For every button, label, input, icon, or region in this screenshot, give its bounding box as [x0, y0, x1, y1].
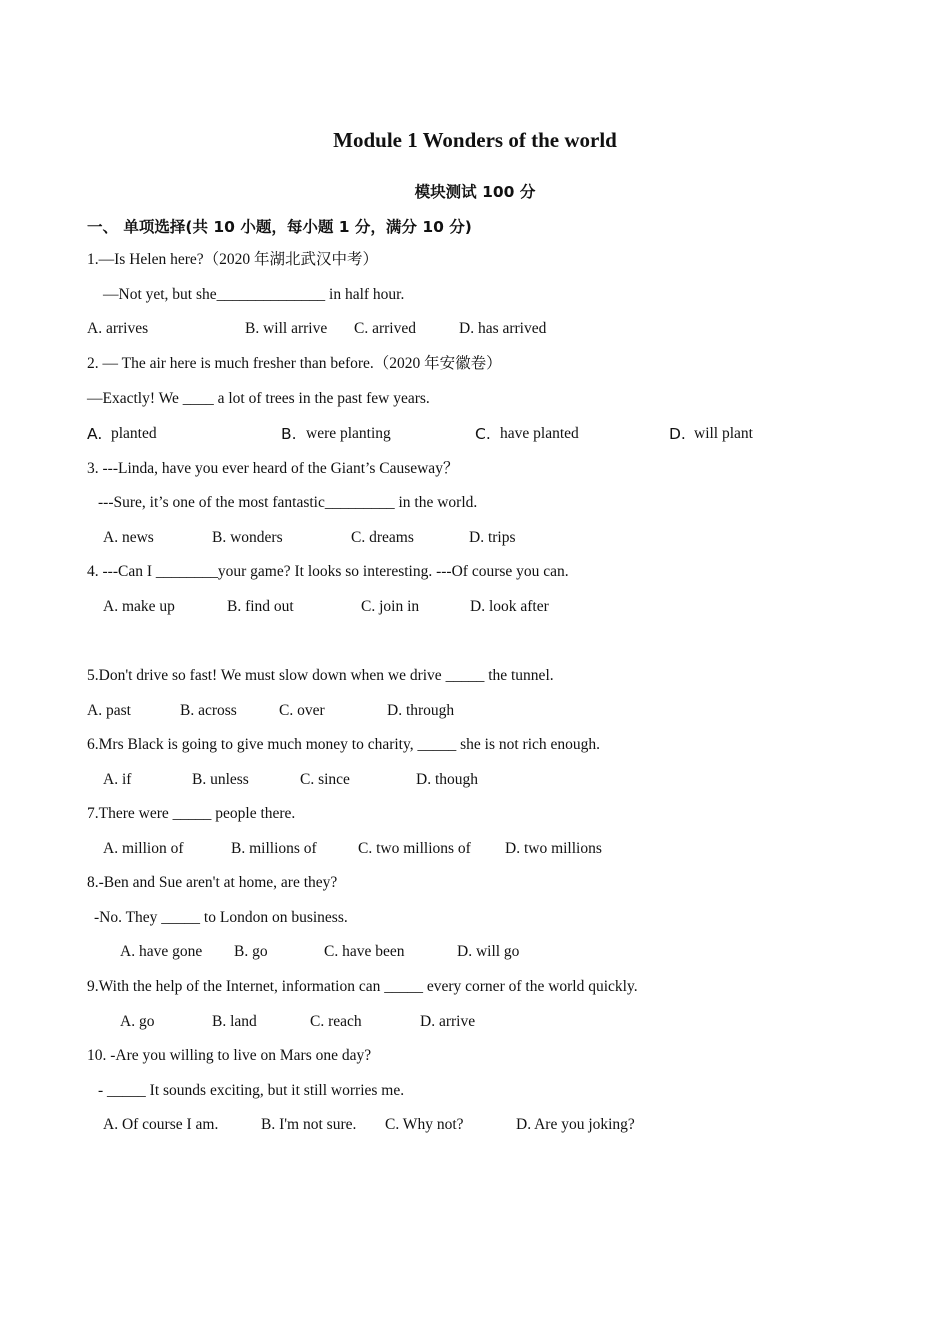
question-10-response: - _____ It sounds exciting, but it still worries me.	[98, 1082, 405, 1099]
question-7-option-c: C. two millions of	[358, 840, 471, 857]
section-heading: 一、 单项选择(共 10 小题，每小题 1 分，满分 10 分)	[87, 218, 472, 236]
question-2-stem: 2. — The air here is much fresher than before.（2020 年安徽卷）	[87, 355, 502, 372]
question-8-option-a: A. have gone	[120, 943, 203, 960]
question-9-option-b: B. land	[212, 1013, 257, 1030]
question-8-response: -No. They _____ to London on business.	[94, 909, 348, 926]
question-8-option-b: B. go	[234, 943, 268, 960]
question-10-option-d: D. Are you joking?	[516, 1116, 635, 1133]
question-1-option-a: A. arrives	[87, 320, 149, 337]
question-3-response: ---Sure, it’s one of the most fantastic_________ in the world.	[98, 494, 478, 511]
question-3-option-a: A. news	[103, 529, 154, 546]
question-9-option-d: D. arrive	[420, 1013, 476, 1030]
page-subtitle: 模块测试 100 分	[414, 183, 536, 201]
question-5-stem: 5.Don't drive so fast! We must slow down when we drive _____ the tunnel.	[87, 667, 554, 684]
question-9-option-a: A. go	[120, 1013, 155, 1030]
question-6-option-d: D. though	[416, 771, 478, 788]
question-2-response: —Exactly! We ____ a lot of trees in the past few years.	[87, 390, 430, 407]
question-1-stem: 1.—Is Helen here?（2020 年湖北武汉中考）	[87, 251, 379, 268]
question-6-option-b: B. unless	[192, 771, 249, 788]
question-6-option-c: C. since	[300, 771, 350, 788]
question-5-option-a: A. past	[87, 702, 131, 719]
question-3-option-b: B. wonders	[212, 529, 283, 546]
question-5-option-b: B. across	[180, 702, 237, 719]
question-2-option-a-letter: A.	[87, 425, 103, 443]
question-8-stem: 8.-Ben and Sue aren't at home, are they?	[87, 874, 338, 891]
question-2-option-b-text: were planting	[306, 425, 391, 442]
question-4-stem: 4. ---Can I ________your game? It looks so interesting. ---Of course you can.	[87, 563, 569, 580]
question-1-option-c: C. arrived	[354, 320, 416, 337]
question-3-option-d: D. trips	[469, 529, 516, 546]
question-9-stem: 9.With the help of the Internet, information can _____ every corner of the world quickly.	[87, 978, 638, 995]
question-2-option-b-letter: B.	[281, 425, 297, 443]
question-7-option-a: A. million of	[103, 840, 184, 857]
question-1-response: —Not yet, but she______________ in half hour.	[103, 286, 405, 303]
question-2-option-d-letter: D.	[669, 425, 686, 443]
question-9-option-c: C. reach	[310, 1013, 362, 1030]
question-7-option-d: D. two millions	[505, 840, 602, 857]
question-2-option-c-letter: C.	[475, 425, 491, 443]
question-2-option-c-text: have planted	[500, 425, 579, 442]
question-10-stem: 10. -Are you willing to live on Mars one day?	[87, 1047, 372, 1064]
question-3-option-c: C. dreams	[351, 529, 414, 546]
question-1-option-d: D. has arrived	[459, 320, 547, 337]
question-7-option-b: B. millions of	[231, 840, 317, 857]
question-10-option-c: C. Why not?	[385, 1116, 464, 1133]
question-2-option-a-text: planted	[111, 425, 157, 442]
question-10-option-b: B. I'm not sure.	[261, 1116, 357, 1133]
question-1-option-b: B. will arrive	[245, 320, 328, 337]
question-10-option-a: A. Of course I am.	[103, 1116, 219, 1133]
question-2-option-d-text: will plant	[694, 425, 753, 442]
question-8-option-c: C. have been	[324, 943, 405, 960]
question-5-option-c: C. over	[279, 702, 325, 719]
question-6-stem: 6.Mrs Black is going to give much money to charity, _____ she is not rich enough.	[87, 736, 601, 753]
page-title: Module 1 Wonders of the world	[333, 128, 617, 152]
question-4-option-b: B. find out	[227, 598, 294, 615]
question-3-stem: 3. ---Linda, have you ever heard of the Giant’s Causeway？	[87, 460, 459, 477]
question-4-option-a: A. make up	[103, 598, 175, 615]
question-8-option-d: D. will go	[457, 943, 520, 960]
question-4-option-d: D. look after	[470, 598, 549, 615]
question-6-option-a: A. if	[103, 771, 132, 788]
question-4-option-c: C. join in	[361, 598, 420, 615]
question-5-option-d: D. through	[387, 702, 455, 719]
question-7-stem: 7.There were _____ people there.	[87, 805, 296, 822]
